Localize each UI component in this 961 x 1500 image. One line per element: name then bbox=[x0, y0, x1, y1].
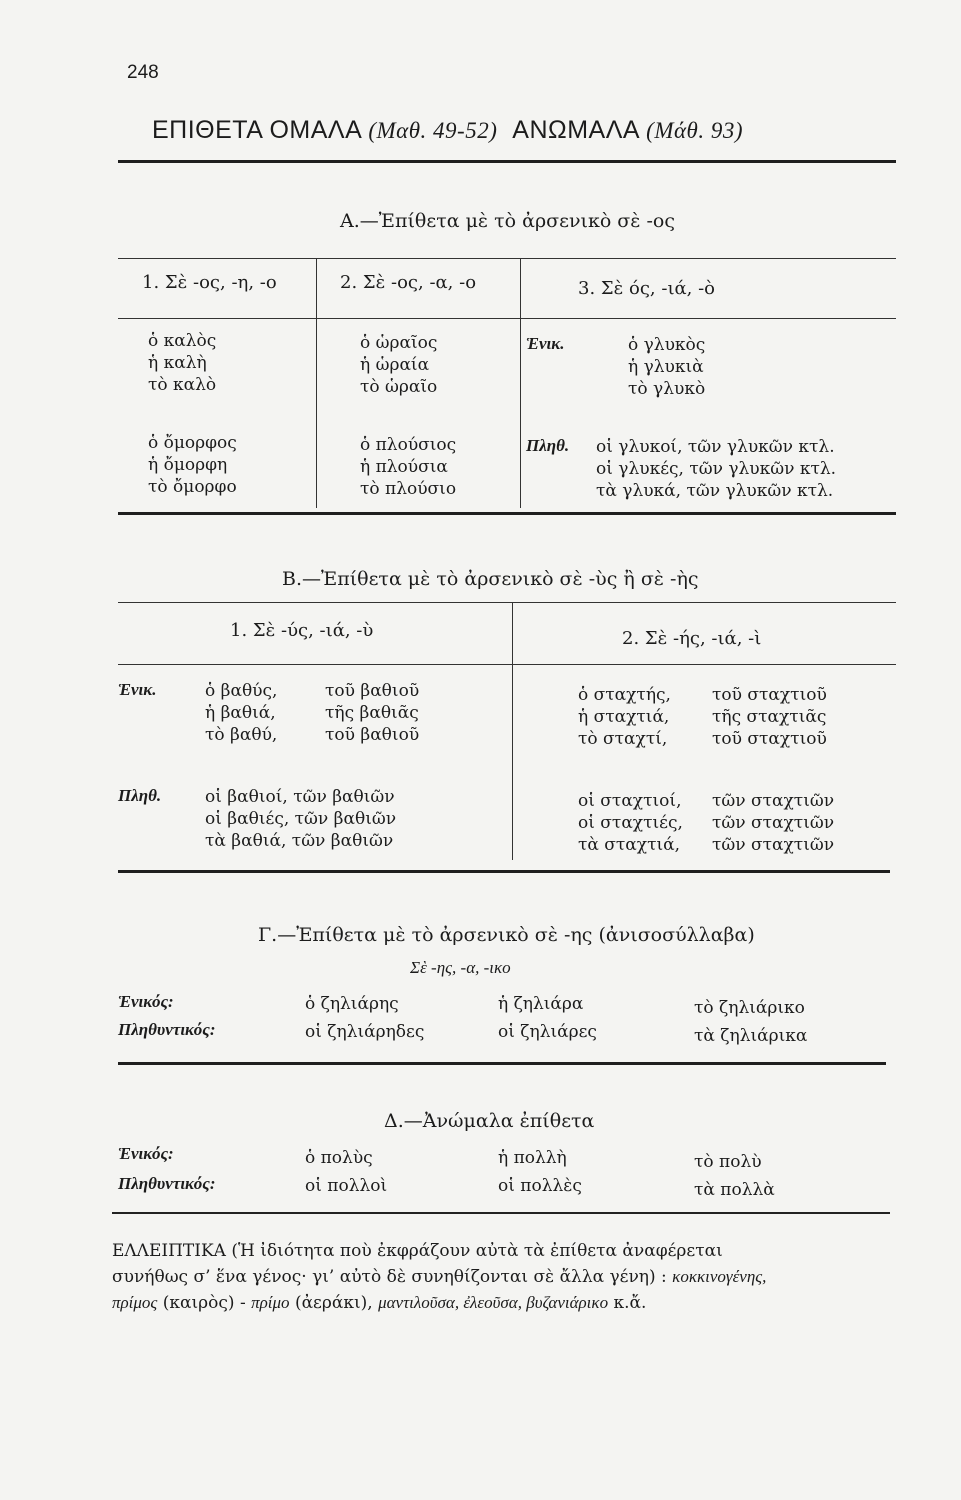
section-c-plur-masc: οἱ ζηλιάρηδες bbox=[305, 1022, 425, 1042]
title-ref-irregular: (Μάθ. 93) bbox=[646, 118, 744, 143]
footnote-line-3: πρίμος (καιρὸς) - πρίμο (ἀεράκι), μαντιλοῦσα, ἐλεοῦσα, βυζανιάρικο κ.ἄ. bbox=[112, 1293, 647, 1313]
section-a-col3-header: 3. Σὲ ός, -ιά, -ὸ bbox=[578, 278, 716, 299]
section-d-heading: Δ.—Ἀνώμαλα ἐπίθετα bbox=[384, 1110, 595, 1132]
footnote-line-2: συνήθως σ’ ἕνα γένος· γι’ αὐτὸ δὲ συνηθίζονται σὲ ἄλλα γένη) : κοκκινογένης, bbox=[112, 1267, 767, 1287]
section-b-col2-singular: ὁ σταχτής, τοῦ σταχτιοῦ ἡ σταχτιά, τῆς σταχτιᾶς τὸ σταχτί, τοῦ σταχτιοῦ bbox=[578, 685, 827, 749]
section-b-singular-label: Ἑνικ. bbox=[118, 680, 157, 699]
section-c-sing-neut: τὸ ζηλιάρικο bbox=[694, 998, 805, 1018]
section-a-col3-plural: οἱ γλυκοί, τῶν γλυκῶν κτλ. οἱ γλυκές, τῶν γλυκῶν κτλ. τὰ γλυκά, τῶν γλυκῶν κτλ. bbox=[596, 437, 837, 501]
section-a-col2-group2: ὁ πλούσιος ἡ πλούσια τὸ πλούσιο bbox=[360, 435, 457, 499]
section-c-plur-fem: οἱ ζηλιάρες bbox=[498, 1022, 597, 1042]
section-d-plur-neut: τὰ πολλὰ bbox=[694, 1180, 775, 1200]
section-c-singular-label: Ἑνικός: bbox=[118, 992, 174, 1011]
section-c-subheading: Σὲ -ης, -α, -ικο bbox=[410, 958, 511, 977]
section-a-divider-2 bbox=[520, 258, 521, 508]
section-d-bottom-rule bbox=[112, 1212, 890, 1214]
section-b-col1-singular: ὁ βαθύς, τοῦ βαθιοῦ ἡ βαθιά, τῆς βαθιᾶς τὸ βαθύ, τοῦ βαθιοῦ bbox=[205, 681, 420, 745]
section-d-sing-fem: ἡ πολλὴ bbox=[498, 1148, 567, 1168]
section-a-header-rule bbox=[118, 318, 896, 319]
section-d-sing-masc: ὁ πολὺς bbox=[305, 1148, 373, 1168]
section-a-col1-group1: ὁ καλὸς ἡ καλὴ τὸ καλὸ bbox=[148, 331, 217, 395]
section-a-heading: Α.—Ἐπίθετα μὲ τὸ ἀρσενικὸ σὲ -ος bbox=[340, 210, 676, 232]
section-b-top-rule bbox=[118, 602, 896, 603]
section-b-col1-plural: οἱ βαθιοί, τῶν βαθιῶν οἱ βαθιές, τῶν βαθιῶν τὰ βαθιά, τῶν βαθιῶν bbox=[205, 787, 397, 851]
section-d-plur-masc: οἱ πολλοὶ bbox=[305, 1176, 388, 1196]
section-a-col2-group1: ὁ ὡραῖος ἡ ὡραία τὸ ὡραῖο bbox=[360, 333, 438, 397]
section-c-heading: Γ.—Ἐπίθετα μὲ τὸ ἀρσενικὸ σὲ -ης (ἀνισοσύλλαβα) bbox=[258, 924, 755, 946]
section-a-plural-label: Πληθ. bbox=[526, 436, 570, 455]
section-c-plur-neut: τὰ ζηλιάρικα bbox=[694, 1026, 808, 1046]
section-c-bottom-rule bbox=[118, 1062, 886, 1065]
section-b-col2-plural: οἱ σταχτιοί, τῶν σταχτιῶν οἱ σταχτιές, τῶν σταχτιῶν τὰ σταχτιά, τῶν σταχτιῶν bbox=[578, 791, 835, 855]
page-title bbox=[152, 116, 743, 145]
section-c-plural-label: Πληθυντικός: bbox=[118, 1020, 216, 1039]
section-d-plural-label: Πληθυντικός: bbox=[118, 1174, 216, 1193]
section-b-header-rule bbox=[118, 664, 896, 665]
footnote-line-1: ΕΛΛΕΙΠΤΙΚΑ (Ἡ ἰδιότητα ποὺ ἐκφράζουν αὐτὰ τὰ ἐπίθετα ἀναφέρεται bbox=[112, 1241, 723, 1261]
title-irregular: ΑΝΩΜΑΛΑ bbox=[512, 116, 639, 144]
section-b-divider bbox=[512, 602, 513, 860]
title-regular: ΕΠΙΘΕΤΑ ΟΜΑΛΑ bbox=[152, 116, 361, 144]
title-rule bbox=[118, 160, 896, 163]
section-d-sing-neut: τὸ πολὺ bbox=[694, 1152, 762, 1172]
section-d-singular-label: Ἑνικός: bbox=[118, 1144, 174, 1163]
section-b-plural-label: Πληθ. bbox=[118, 786, 162, 805]
section-a-col1-group2: ὁ ὄμορφος ἡ ὄμορφη τὸ ὄμορφο bbox=[148, 433, 237, 497]
title-ref-regular: (Μαθ. 49-52) bbox=[368, 118, 498, 143]
section-d-plur-fem: οἱ πολλὲς bbox=[498, 1176, 582, 1196]
section-a-col3-singular: ὁ γλυκὸς ἡ γλυκιὰ τὸ γλυκὸ bbox=[628, 335, 706, 399]
section-b-heading: Β.—Ἐπίθετα μὲ τὸ ἀρσενικὸ σὲ -ὺς ἢ σὲ -ὴς bbox=[282, 568, 699, 590]
section-a-col2-header: 2. Σὲ -ος, -α, -ο bbox=[340, 272, 477, 293]
section-a-top-rule bbox=[118, 258, 896, 259]
section-a-col1-header: 1. Σὲ -ος, -η, -ο bbox=[142, 272, 277, 293]
page-number: 248 bbox=[127, 62, 159, 83]
section-a-divider-1 bbox=[316, 258, 317, 508]
section-c-sing-fem: ἡ ζηλιάρα bbox=[498, 994, 584, 1014]
section-a-bottom-rule bbox=[118, 512, 896, 515]
section-a-singular-label: Ἑνικ. bbox=[526, 334, 565, 353]
section-c-sing-masc: ὁ ζηλιάρης bbox=[305, 994, 399, 1014]
section-b-col1-header: 1. Σὲ -ύς, -ιά, -ὺ bbox=[230, 620, 374, 641]
section-b-bottom-rule bbox=[118, 870, 890, 873]
section-b-col2-header: 2. Σὲ -ής, -ιά, -ὶ bbox=[622, 628, 762, 649]
footnote bbox=[112, 1238, 766, 1316]
